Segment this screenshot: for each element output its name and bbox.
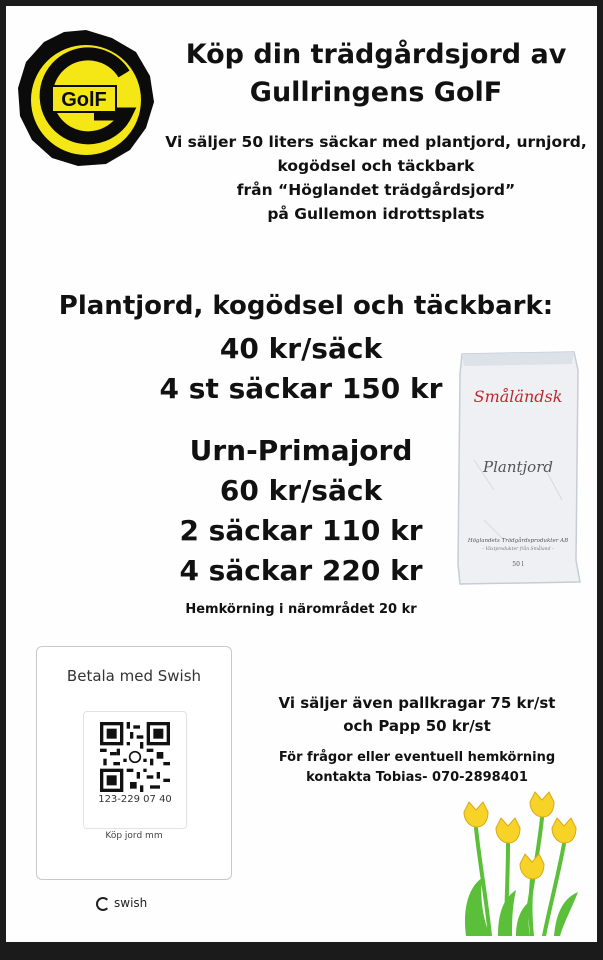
swish-brand [96,896,147,911]
extra-offer [242,692,592,738]
bag-maker: Höglandets Trädgårdsprodukter AB [467,538,569,544]
poster [6,6,597,942]
pricing-heading: Plantjord, kogödsel och täckbark: [58,291,554,321]
urn-bulk-2-price: 2 säckar 110 kr [179,514,423,547]
intro-line-3: från “Höglandet trädgårdsjord” [236,181,516,199]
swish-brand-label: swish [114,896,148,910]
urn-bulk-4-price: 4 säckar 220 kr [179,554,423,587]
tulips-illustration [446,786,596,936]
bag-tagline: – Växtprodukter från Småland – [481,547,555,552]
swish-number: 123-229 07 40 [98,794,172,805]
page-title [156,36,596,112]
bag-product: Plantjord [483,458,553,476]
urn-price: 60 kr/säck [219,474,383,507]
qr-code-box[interactable] [83,711,187,829]
swish-payment-card [36,646,232,880]
soil-bag-image [454,350,582,586]
contact-info [242,748,592,788]
contact-line-1: För frågor eller eventuell hemkörning [278,750,556,765]
swish-logo-icon [96,897,110,911]
intro-line-1: Vi säljer 50 liters säckar med plantjord, urnjord, [165,133,587,151]
bag-volume: 50 l [512,561,524,568]
contact-line-2: kontakta Tobias- 070-2898401 [306,770,528,785]
bag-brand: Småländsk [473,387,563,406]
plantjord-bulk-price: 4 st säckar 150 kr [159,372,443,405]
delivery-note: Hemkörning i närområdet 20 kr [185,602,417,617]
golf-club-logo [16,28,156,168]
title-line-2: Gullringens GolF [249,77,503,108]
intro-text [146,130,603,226]
swish-message: Köp jord mm [105,831,163,841]
qr-code-icon [100,722,170,792]
intro-line-2: kogödsel och täckbark [277,157,475,175]
extra-line-1: Vi säljer även pallkragar 75 kr/st [278,694,556,712]
title-line-1: Köp din trädgårdsjord av [185,39,567,70]
plantjord-price: 40 kr/säck [219,332,383,365]
logo-text: GolF [61,89,107,111]
extra-line-2: och Papp 50 kr/st [343,717,491,735]
swish-title: Betala med Swish [66,667,202,685]
urn-product-name: Urn-Primajord [189,434,413,467]
intro-line-4: på Gullemon idrottsplats [267,205,485,223]
